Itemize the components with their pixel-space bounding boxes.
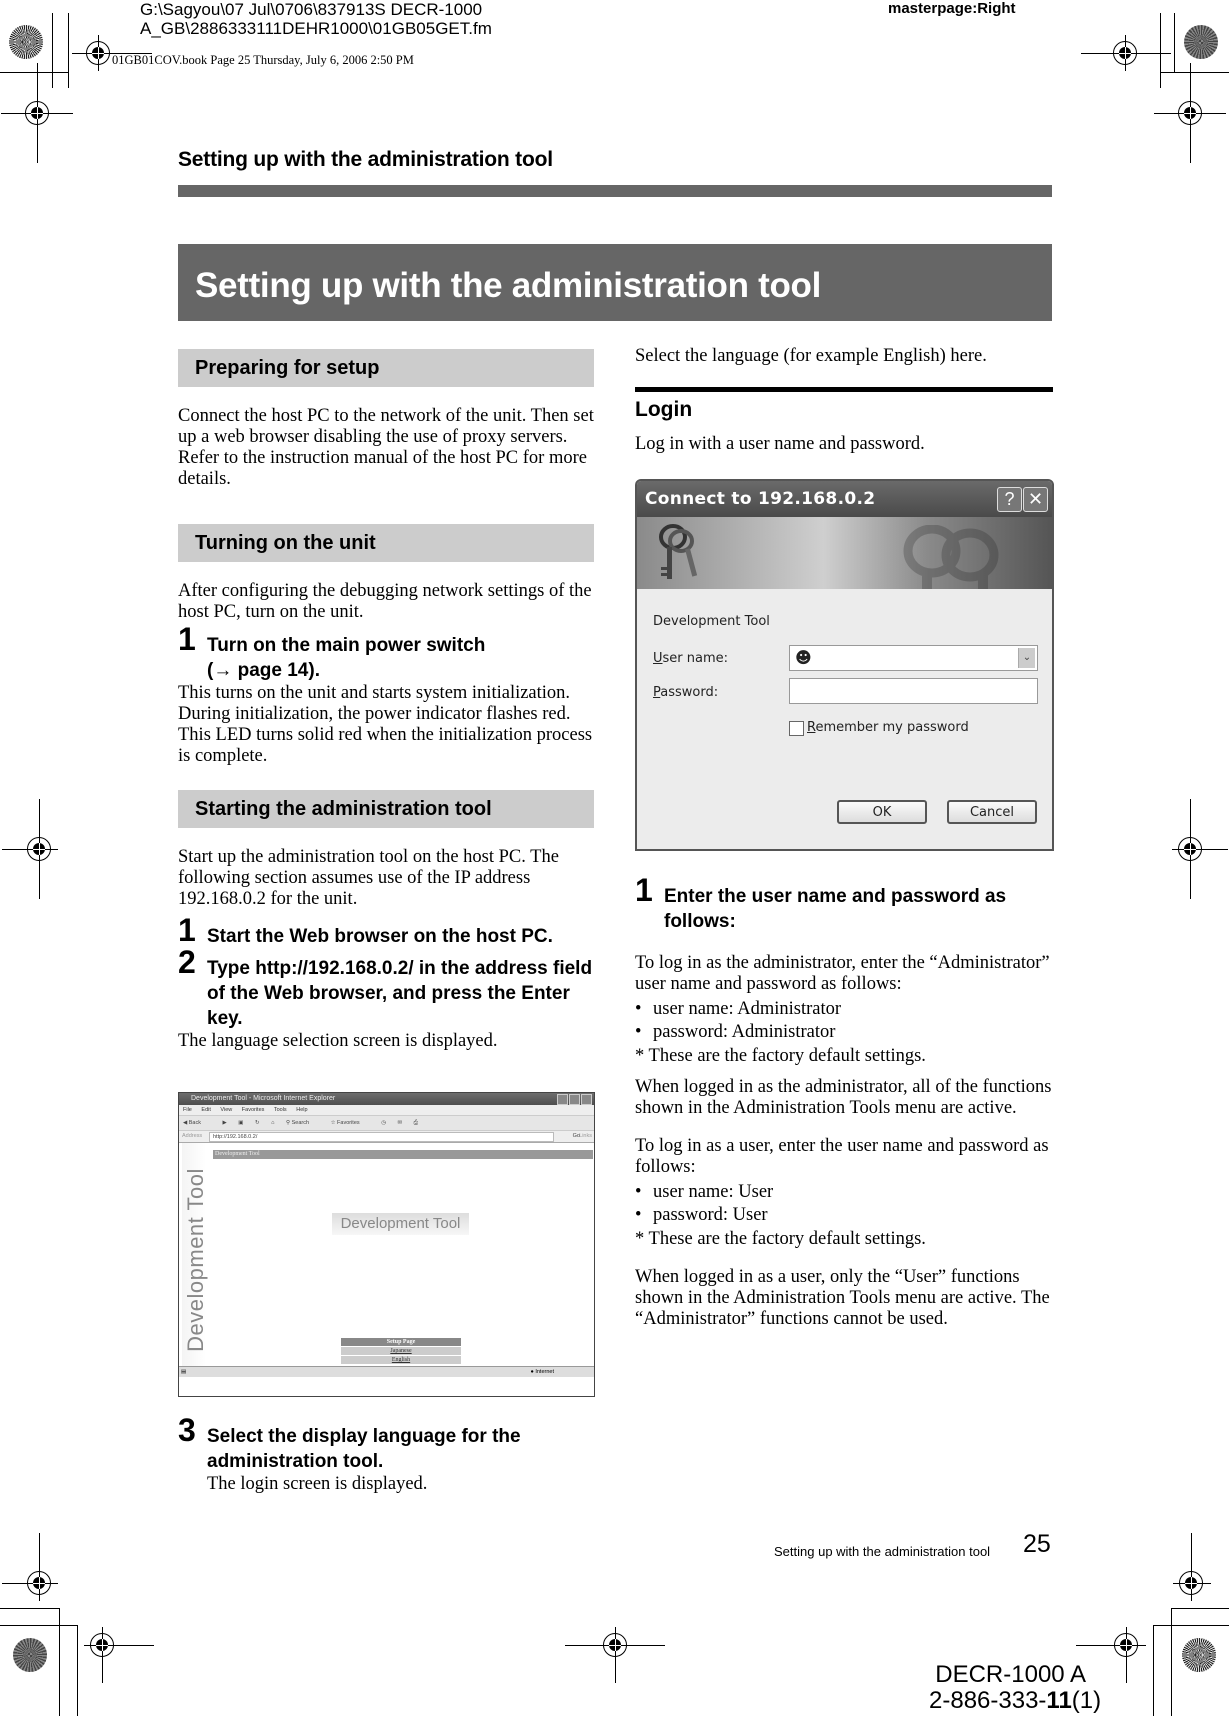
turning-on-intro: After configuring the debugging network settings of the host PC, turn on the unit.: [178, 581, 592, 622]
list-item: • password: User: [635, 1204, 1055, 1227]
left-column: [178, 349, 594, 1052]
realm-label: Development Tool: [653, 614, 770, 629]
step-number: 1: [178, 621, 196, 657]
file-path: [140, 0, 492, 38]
language-japanese-link[interactable]: Japanese: [341, 1347, 461, 1355]
page-number: 25: [1023, 1530, 1051, 1558]
menu-file[interactable]: File: [183, 1107, 192, 1113]
file-path-line2: A_GB\2886333111DEHR1000\01GB05GET.fm: [140, 19, 492, 38]
list-item: • user name: User: [635, 1181, 1055, 1204]
admin-credentials-list: [635, 998, 1055, 1044]
step-1-browser: [178, 912, 594, 949]
page-title-bar: [178, 244, 1052, 321]
menu-edit[interactable]: Edit: [201, 1107, 211, 1113]
browser-window-title: Development Tool - Microsoft Internet Explorer: [191, 1095, 336, 1102]
right-column-bottom: [635, 872, 1055, 1330]
menu-view[interactable]: View: [220, 1107, 233, 1113]
browser-menubar: [179, 1105, 594, 1116]
user-active-note: When logged in as a user, only the “User” functions shown in the Administration Tools menu are active. The “Administrator” functions cannot be used.: [635, 1267, 1050, 1329]
go-button[interactable]: Go: [572, 1133, 580, 1139]
book-info: 01GB01COV.book Page 25 Thursday, July 6, 2006 2:50 PM: [112, 53, 414, 67]
section-heading-preparing: [178, 349, 594, 387]
admin-default-note: * These are the factory default settings.: [635, 1046, 926, 1066]
dialog-titlebar: [637, 481, 1052, 517]
language-english-link[interactable]: English: [341, 1356, 461, 1364]
section-heading-text: Turning on the unit: [195, 532, 376, 554]
close-icon[interactable]: [581, 1094, 592, 1105]
internet-zone: ● Internet: [530, 1369, 554, 1375]
page-icon: ▤: [181, 1369, 187, 1375]
login-rule: [635, 387, 1053, 392]
section-heading-text: Preparing for setup: [195, 357, 380, 379]
step-3-language: [178, 1412, 594, 1474]
refresh-icon[interactable]: ↻: [255, 1120, 260, 1126]
step-number: 3: [178, 1412, 196, 1448]
part-prefix: 2-886-333-: [929, 1687, 1047, 1714]
login-intro: Log in with a user name and password.: [635, 434, 925, 454]
print-icon[interactable]: ⎙: [413, 1120, 419, 1126]
login-heading: Login: [635, 398, 693, 421]
step-3-block: [178, 1412, 594, 1495]
section-heading-starting: [178, 790, 594, 828]
starting-intro: Start up the administration tool on the host PC. The following section assumes use of the IP address 192.168.0.2 for the unit.: [178, 847, 559, 909]
admin-active-note: When logged in as the administrator, all of the functions shown in the Administration Tools menu are active.: [635, 1077, 1052, 1118]
chevron-down-icon[interactable]: ⌄: [1018, 648, 1035, 668]
step-number: 1: [178, 912, 196, 948]
history-icon[interactable]: ◷: [381, 1120, 386, 1126]
browser-titlebar: [179, 1093, 594, 1105]
mail-icon[interactable]: ✉: [397, 1120, 403, 1126]
step-text: Turn on the main power switch: [207, 635, 486, 656]
select-language-note: Select the language (for example English) here.: [635, 346, 987, 366]
setup-page-menu: [341, 1338, 461, 1365]
remember-accesskey: R: [807, 720, 816, 735]
password-label-text: assword:: [660, 685, 719, 700]
page-title: Setting up with the administration tool: [195, 266, 822, 305]
right-column-top: [635, 346, 1053, 455]
content-header-bar: Development Tool: [213, 1150, 593, 1159]
username-label: [653, 651, 728, 666]
running-head-bar: [178, 185, 1052, 197]
menu-help[interactable]: Help: [296, 1107, 308, 1113]
remember-label-text: emember my password: [815, 720, 969, 735]
part-bold: 11: [1046, 1687, 1072, 1714]
stop-icon[interactable]: ▣: [238, 1120, 244, 1126]
forward-icon[interactable]: ▶: [222, 1120, 227, 1126]
keys-watermark-icon: [892, 525, 1012, 589]
username-label-text: ser name:: [662, 651, 729, 666]
file-path-line1: G:\Sagyou\07 Jul\0706\837913S DECR-1000: [140, 0, 483, 19]
step-text: Select the display language for the administration tool.: [207, 1426, 521, 1472]
ok-button[interactable]: OK: [837, 800, 927, 824]
browser-content: [179, 1143, 594, 1377]
home-icon[interactable]: ⌂: [271, 1120, 275, 1126]
user-icon: ☻: [795, 648, 812, 667]
registration-star-icon: [13, 1638, 47, 1672]
user-intro: To log in as a user, enter the user name and password as follows:: [635, 1136, 1049, 1177]
cancel-button[interactable]: Cancel: [947, 800, 1037, 824]
footer-section-name: Setting up with the administration tool: [774, 1544, 991, 1559]
close-icon[interactable]: ✕: [1023, 487, 1048, 512]
back-button[interactable]: ◀ Back: [183, 1120, 201, 1126]
internet-zone-label: Internet: [535, 1369, 554, 1375]
username-combobox[interactable]: [789, 645, 1038, 671]
step-1-power: [178, 621, 594, 683]
registration-star-icon: [1184, 25, 1218, 59]
step-number: 2: [178, 944, 196, 980]
browser-toolbar: [179, 1116, 594, 1131]
maximize-icon[interactable]: [569, 1094, 580, 1105]
search-label: Search: [291, 1120, 310, 1126]
remember-password-checkbox[interactable]: [789, 721, 804, 736]
setup-page-heading: Setup Page: [341, 1338, 461, 1346]
favorites-label: Favorites: [337, 1120, 360, 1126]
links-button[interactable]: Links: [579, 1133, 592, 1139]
side-banner-text: Development Tool: [182, 1168, 208, 1352]
list-item: • user name: Administrator: [635, 998, 1055, 1021]
admin-intro: To log in as the administrator, enter the “Administrator” user name and password as follows:: [635, 953, 1050, 994]
step-1-credentials: [635, 872, 1055, 934]
login-dialog: [635, 479, 1054, 851]
back-label: Back: [188, 1120, 201, 1126]
search-button[interactable]: ⚲ Search: [286, 1120, 310, 1126]
browser-statusbar: [179, 1366, 594, 1377]
keys-icon: [655, 521, 703, 583]
user-credentials-list: [635, 1181, 1055, 1227]
dialog-title: Connect to 192.168.0.2: [645, 489, 876, 509]
user-default-note: * These are the factory default settings.: [635, 1229, 926, 1249]
page-reference-link[interactable]: (→ page 14).: [207, 660, 320, 681]
step-2-address: [178, 944, 594, 1031]
dialog-banner: [637, 517, 1052, 589]
part-number: [929, 1687, 1102, 1714]
preparing-body: Connect the host PC to the network of the unit. Then set up a web browser disabling the use of proxy servers. Refer to the instruction manual of the host PC for more details.: [178, 406, 594, 489]
minimize-icon[interactable]: [557, 1094, 568, 1105]
password-accesskey: P: [653, 685, 661, 700]
registration-star-icon: [9, 25, 43, 59]
dialog-body: [637, 589, 1052, 851]
remember-password-label[interactable]: [807, 720, 969, 735]
step-text: Type http://192.168.0.2/ in the address field of the Web browser, and press the Enter key.: [207, 958, 593, 1029]
browser-screenshot: [178, 1092, 595, 1397]
menu-favorites[interactable]: Favorites: [241, 1107, 265, 1113]
step-2-body: The language selection screen is displayed.: [178, 1031, 498, 1051]
masterpage-label: masterpage:Right: [888, 0, 1016, 17]
password-input[interactable]: [789, 678, 1038, 704]
step-text: Start the Web browser on the host PC.: [207, 926, 553, 947]
browser-address-bar: [179, 1131, 594, 1143]
model-number: DECR-1000 A: [935, 1661, 1086, 1688]
address-input[interactable]: http://192.168.0.2/: [209, 1132, 554, 1142]
model-info: [929, 1661, 1102, 1714]
section-heading-text: Starting the administration tool: [195, 798, 492, 820]
section-heading-turning-on: [178, 524, 594, 562]
side-banner: [182, 1143, 206, 1377]
help-icon[interactable]: ?: [997, 487, 1022, 512]
registration-star-icon: [1182, 1638, 1216, 1672]
development-tool-logo: Development Tool: [332, 1213, 469, 1235]
step-text: Enter the user name and password as follows:: [664, 886, 1007, 932]
password-label: [653, 685, 718, 700]
favorites-button[interactable]: ☆ Favorites: [330, 1120, 360, 1126]
menu-tools[interactable]: Tools: [273, 1107, 287, 1113]
list-item: • password: Administrator: [635, 1021, 1055, 1044]
step-number: 1: [635, 872, 653, 908]
username-accesskey: U: [653, 651, 663, 666]
part-suffix: (1): [1071, 1687, 1102, 1714]
address-label: Address: [182, 1133, 203, 1139]
running-head: Setting up with the administration tool: [178, 148, 553, 171]
step-3-body: The login screen is displayed.: [207, 1474, 428, 1494]
step-1-body: This turns on the unit and starts system initialization. During initialization, the power indicator flashes red. This LED turns solid red when the initialization process is complete.: [178, 683, 593, 766]
